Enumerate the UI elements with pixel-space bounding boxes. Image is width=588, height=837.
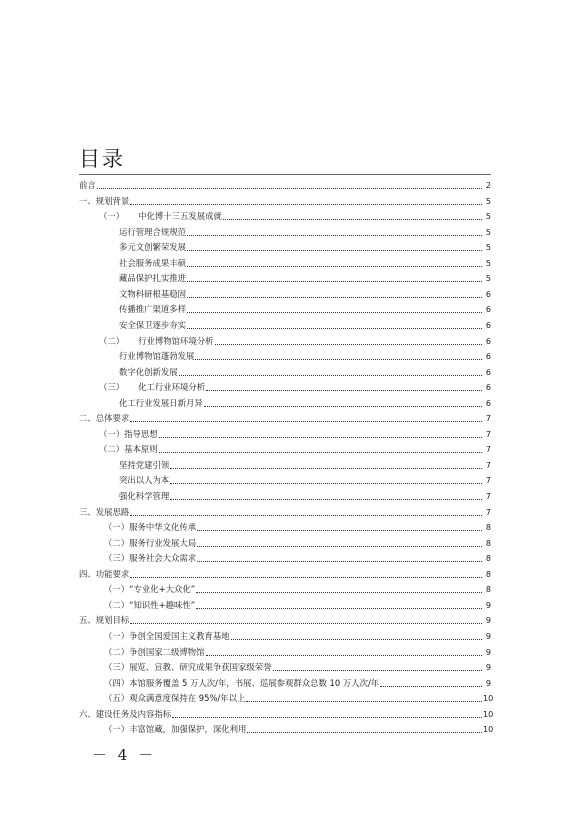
toc-entry-page: 7 [485,492,491,501]
toc-entry-label [119,227,187,238]
toc-entry-page: 5 [485,227,491,237]
toc-entry-number: （二） [104,646,130,657]
toc-entry-text: 服务行业发展大局 [129,537,197,548]
toc-leader-dots [380,686,482,687]
toc-leader-dots [170,499,482,500]
toc-entry-page: 8 [485,569,491,579]
toc-leader-dots [197,530,482,531]
toc-entry-number: （五） [104,693,130,704]
toc-leader-dots [179,375,482,376]
toc-entry[interactable] [79,333,491,347]
toc-leader-dots [187,328,482,329]
toc-entry-label [104,647,206,658]
toc-leader-dots [130,623,482,624]
toc-entry-number: （一） [104,630,130,641]
toc-entry-number: （二） [99,335,125,346]
toc-entry-label [119,258,187,269]
toc-entry-text: 前言 [79,180,96,190]
toc-leader-dots [195,359,482,360]
toc-entry-page: 10 [483,725,494,735]
toc-leader-dots [196,592,482,593]
toc-entry[interactable] [79,224,491,238]
toc-entry[interactable] [79,628,491,642]
toc-entry[interactable] [79,550,491,564]
toc-entry-page: 5 [485,274,491,284]
toc-leader-dots [97,188,482,189]
toc-entry-page: 9 [485,678,491,688]
toc-entry-number: （三） [99,382,125,393]
toc-entry-page: 8 [485,538,491,548]
toc-entry[interactable] [79,472,491,486]
toc-entry[interactable] [79,255,491,269]
toc-entry-number: （一） [99,428,125,439]
toc-entry-text: 三、发展思路 [79,506,130,517]
toc-leader-dots [223,219,482,220]
toc-entry-label [119,367,179,378]
toc-entry-label [104,553,197,564]
toc-leader-dots [187,235,482,236]
toc-leader-dots [187,266,482,267]
toc-entry-label [99,382,206,393]
toc-entry-page: 6 [485,367,491,377]
toc-entry-page: 6 [485,383,491,393]
toc-leader-dots [159,437,482,438]
toc-entry-label [79,615,130,626]
toc-entry-page: 8 [485,523,491,533]
toc-entry-label [99,336,215,347]
toc-entry-text: 突出以人为本 [119,475,170,486]
toc-entry[interactable] [79,426,491,440]
toc-entry-text: 二、总体要求 [79,413,130,424]
toc-entry[interactable] [79,193,491,207]
toc-entry-page: 9 [485,600,491,610]
toc-entry-number: （二） [104,599,130,610]
toc-entry[interactable] [79,410,491,424]
toc-entry-page: 6 [485,320,491,330]
toc-entry-text: 数字化创新发展 [119,366,178,377]
toc-entry-label [104,693,246,704]
toc-entry[interactable] [79,379,491,393]
toc-entry-page: 5 [485,196,491,206]
toc-entry-text: 展览、宣教、研究成果争获国家级荣誉 [129,662,272,673]
toc-entry-label [99,429,159,440]
toc-entry[interactable] [79,690,494,704]
toc-entry-label [119,491,170,502]
toc-entry-page: 9 [485,616,491,626]
toc-entry-page: 2 [485,181,491,190]
toc-entry-label [104,678,380,689]
toc-entry[interactable] [79,597,491,611]
toc-leader-dots [187,250,482,251]
toc-entry[interactable] [79,644,491,658]
toc-entry-page: 9 [485,647,491,657]
toc-entry-text: 观众满意度保持在 95%/年以上 [129,693,246,704]
toc-leader-dots [130,577,482,578]
toc-entry-number: （一） [99,211,125,222]
toc-entry-label [119,320,187,331]
toc-entry-text: 社会服务成果丰硕 [119,257,186,268]
toc-leader-dots [172,717,482,718]
toc-leader-dots [130,421,482,422]
toc-leader-dots [187,297,482,298]
toc-entry-number: （二） [104,537,130,548]
toc-entry-page: 6 [485,305,491,315]
toc-entry-label [104,631,231,642]
toc-entry-text: 基本原则 [124,444,158,455]
toc-entry-label [104,600,196,611]
toc-entry[interactable] [79,675,491,689]
toc-leader-dots [170,468,482,469]
toc-entry[interactable] [79,441,491,455]
title-underline [79,174,491,175]
toc-entry-text: 文物科研根基稳固 [119,288,186,299]
toc-entry-text: 丰富馆藏，加强保护，深化利用 [129,724,247,735]
toc-entry-page: 7 [485,460,491,470]
toc-entry[interactable] [79,270,491,284]
toc-entry-label [99,444,159,455]
toc-entry-label [119,475,170,486]
toc-entry-page: 5 [485,258,491,268]
toc-entry-text: “专业化+大众化” [129,584,196,595]
toc-leader-dots [159,452,482,453]
toc-entry-number: （一） [104,724,130,735]
toc-entry-label [79,413,130,424]
toc-entry-label [119,460,170,471]
toc-entry-page: 7 [485,429,491,439]
toc-leader-dots [247,732,482,733]
toc-entry-number: （二） [99,444,125,455]
toc-entry-page: 7 [485,507,491,517]
toc-entry[interactable] [79,364,491,378]
toc-leader-dots [130,204,482,205]
toc-leader-dots [196,608,482,609]
toc-entry[interactable] [79,612,491,626]
toc-entry-label [79,569,130,580]
toc-entry[interactable] [79,535,491,549]
toc-entry[interactable] [79,301,491,315]
toc-entry-page: 6 [485,352,491,362]
toc-entry-label [79,196,130,207]
toc-entry-text: 行业博物馆环境分析 [138,335,214,346]
toc-entry-text: 强化科学管理 [119,491,170,501]
page-number: － 4 － [92,746,157,764]
toc-entry-text: 服务中华文化传承 [129,522,197,533]
toc-title: 目录 [79,147,125,171]
toc-entry-number: （四） [104,677,130,688]
toc-entry-label [79,709,172,720]
toc-entry-page: 10 [483,694,494,704]
toc-leader-dots [130,515,482,516]
toc-entry[interactable] [79,659,491,673]
toc-entry-number: （一） [104,584,130,595]
toc-entry-page: 5 [485,243,491,253]
toc-leader-dots [231,639,482,640]
toc-entry-text: 中化博十三五发展成就 [138,211,222,222]
toc-entry-label [79,507,130,518]
toc-leader-dots [206,655,483,656]
toc-entry[interactable] [79,519,491,533]
toc-entry-text: 多元文创繁荣发展 [119,242,186,253]
toc-entry-text: “知识性+趣味性” [129,599,196,610]
toc-entry-label [79,180,97,191]
toc-entry-label [119,289,187,300]
toc-entry-text: 一、规划背景 [79,195,130,206]
toc-entry-text: 六、建设任务及内容指标 [79,708,172,719]
toc-entry-page: 6 [485,398,491,408]
toc-entry-text: 指导思想 [124,428,158,439]
toc-leader-dots [273,670,483,671]
toc-entry-text: 争创全国爱国主义教育基地 [129,630,230,641]
toc-entry-page: 7 [485,476,491,486]
toc-leader-dots [170,483,482,484]
toc-entry-label [119,273,187,284]
toc-leader-dots [197,561,482,562]
toc-entry-page: 9 [485,663,491,673]
toc-entry-label [104,584,196,595]
toc-entry-label [104,538,197,549]
toc-entry-text: 争创国家二级博物馆 [129,646,205,657]
toc-entry-page: 9 [485,631,491,641]
toc-entry[interactable] [79,286,491,300]
toc-entry-text: 传播推广渠道多样 [119,304,186,315]
toc-entry-label [119,304,187,315]
toc-entry[interactable] [79,566,491,580]
toc-entry-text: 服务社会大众需求 [129,553,197,564]
toc-entry[interactable] [79,581,491,595]
toc-entry-text: 四、功能要求 [79,568,130,579]
toc-entry-page: 6 [485,336,491,346]
toc-entry-label [104,724,247,735]
toc-entry-text: 运行管理合规规范 [119,226,186,237]
toc-entry-text: 五、规划目标 [79,615,130,626]
toc-entry[interactable] [79,348,491,362]
toc-leader-dots [187,312,482,313]
toc-leader-dots [204,406,482,407]
toc-entry-page: 10 [483,709,494,719]
toc-entry[interactable] [79,457,491,471]
toc-entry[interactable] [79,706,494,720]
toc-entry[interactable] [79,208,491,222]
toc-entry-text: 藏品保护扎实推进 [119,273,186,284]
toc-entry[interactable] [79,239,491,253]
toc-entry-page: 6 [485,289,491,299]
toc-entry-label [104,522,197,533]
toc-entry-number: （一） [104,522,130,533]
toc-entry[interactable] [79,317,491,331]
toc-entry-text: 坚持党建引领 [119,459,170,470]
toc-entry-text: 化工行业环境分析 [138,382,206,393]
toc-entry[interactable] [79,177,491,191]
toc-entry-text: 化工行业发展日新月异 [119,397,203,408]
toc-entry-page: 8 [485,554,491,564]
toc-entry-number: （三） [104,553,130,564]
toc-entry-page: 7 [485,414,491,424]
toc-entry-page: 5 [485,212,491,222]
toc-leader-dots [197,546,482,547]
toc-leader-dots [215,344,483,345]
toc-entry-text: 行业博物馆蓬勃发展 [119,351,195,362]
toc-leader-dots [206,390,482,391]
toc-entry-label [119,351,195,362]
toc-entry-page: 7 [485,445,491,455]
toc-entry-text: 本馆服务覆盖 5 万人次/年，书展、巡展参观群众总数 10 万人次/年 [129,677,380,688]
toc-entry[interactable] [79,504,491,518]
toc-entry-label [119,398,204,409]
toc-leader-dots [246,701,482,702]
toc-entry-text: 安全保卫逐步夯实 [119,319,186,330]
toc-leader-dots [187,281,482,282]
toc-entry-label [104,662,273,673]
toc-entry-page: 8 [485,585,491,595]
toc-entry[interactable] [79,721,494,735]
toc-entry-label [119,242,187,253]
toc-entry[interactable] [79,395,491,409]
toc-entry[interactable] [79,488,491,502]
toc-entry-number: （三） [104,662,130,673]
toc-entry-label [99,211,223,222]
